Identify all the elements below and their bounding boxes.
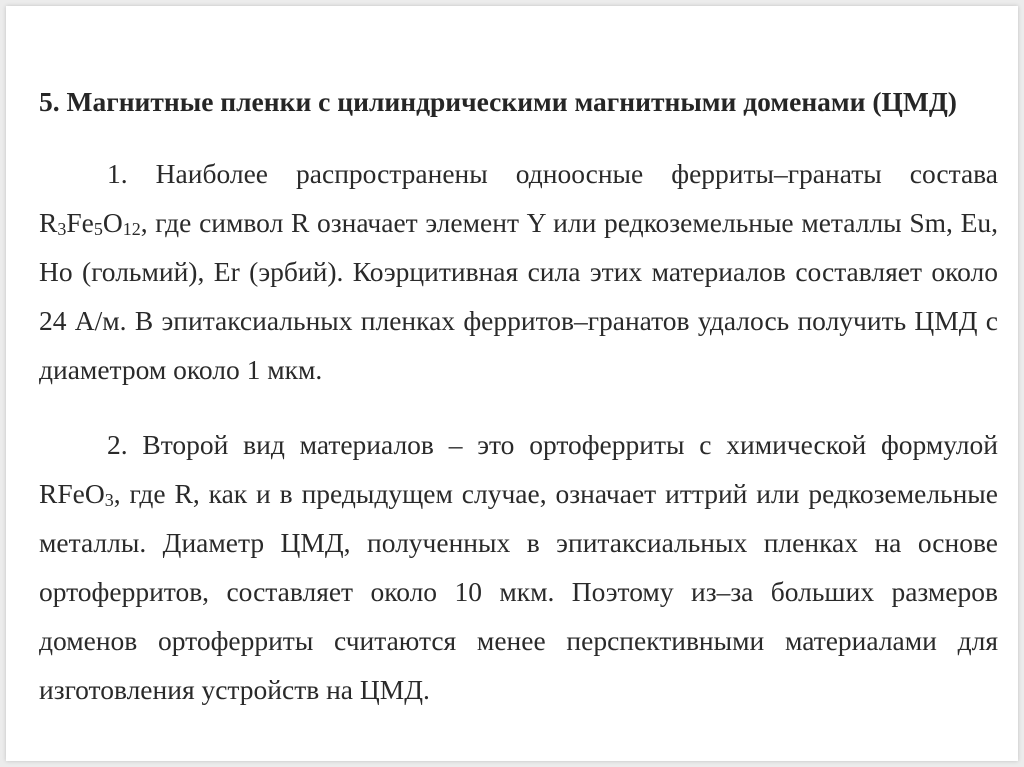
- paragraph-2-intro: 2. Второй вид материалов – это ортоферриты с химической формулой: [107, 429, 998, 460]
- paragraph-2: [39, 420, 998, 714]
- formula-rfeo: RFeO: [39, 478, 105, 509]
- paragraph-1-body: , где символ R означает элемент Y или редкоземельные металлы Sm, Eu, Ho (гольмий), Er (эрбий). Коэрцитивная сила этих материалов составляет около 24 А/м. В эпитаксиальных пленках ферритов–гранатов удалось получить ЦМД с диаметром около 1 мкм.: [39, 207, 998, 385]
- formula-rfeo-subscript: 3: [104, 490, 114, 510]
- formula-o: O: [102, 207, 123, 238]
- formula-fe-subscript: 5: [93, 219, 103, 239]
- paragraph-2-body: , где R, как и в предыдущем случае, означает иттрий или редкоземельные металлы. Диаметр ЦМД, полученных в эпитаксиальных пленках на основе ортоферритов, составляет около 10 мкм. Поэтому из–за больших размеров доменов ортоферриты считаются менее перспективными материалами для изготовления устройств на ЦМД.: [39, 478, 998, 705]
- paragraph-1-intro: 1. Наиболее распространены одноосные ферриты–гранаты состава: [107, 158, 998, 189]
- formula-r-subscript: 3: [57, 219, 67, 239]
- slide: [6, 6, 1018, 761]
- formula-fe: Fe: [66, 207, 94, 238]
- formula-o-subscript: 12: [122, 219, 141, 239]
- formula-r: R: [39, 207, 58, 238]
- paragraph-1: [39, 149, 998, 394]
- slide-title: 5. Магнитные пленки с цилиндрическими магнитными доменами (ЦМД): [39, 86, 957, 117]
